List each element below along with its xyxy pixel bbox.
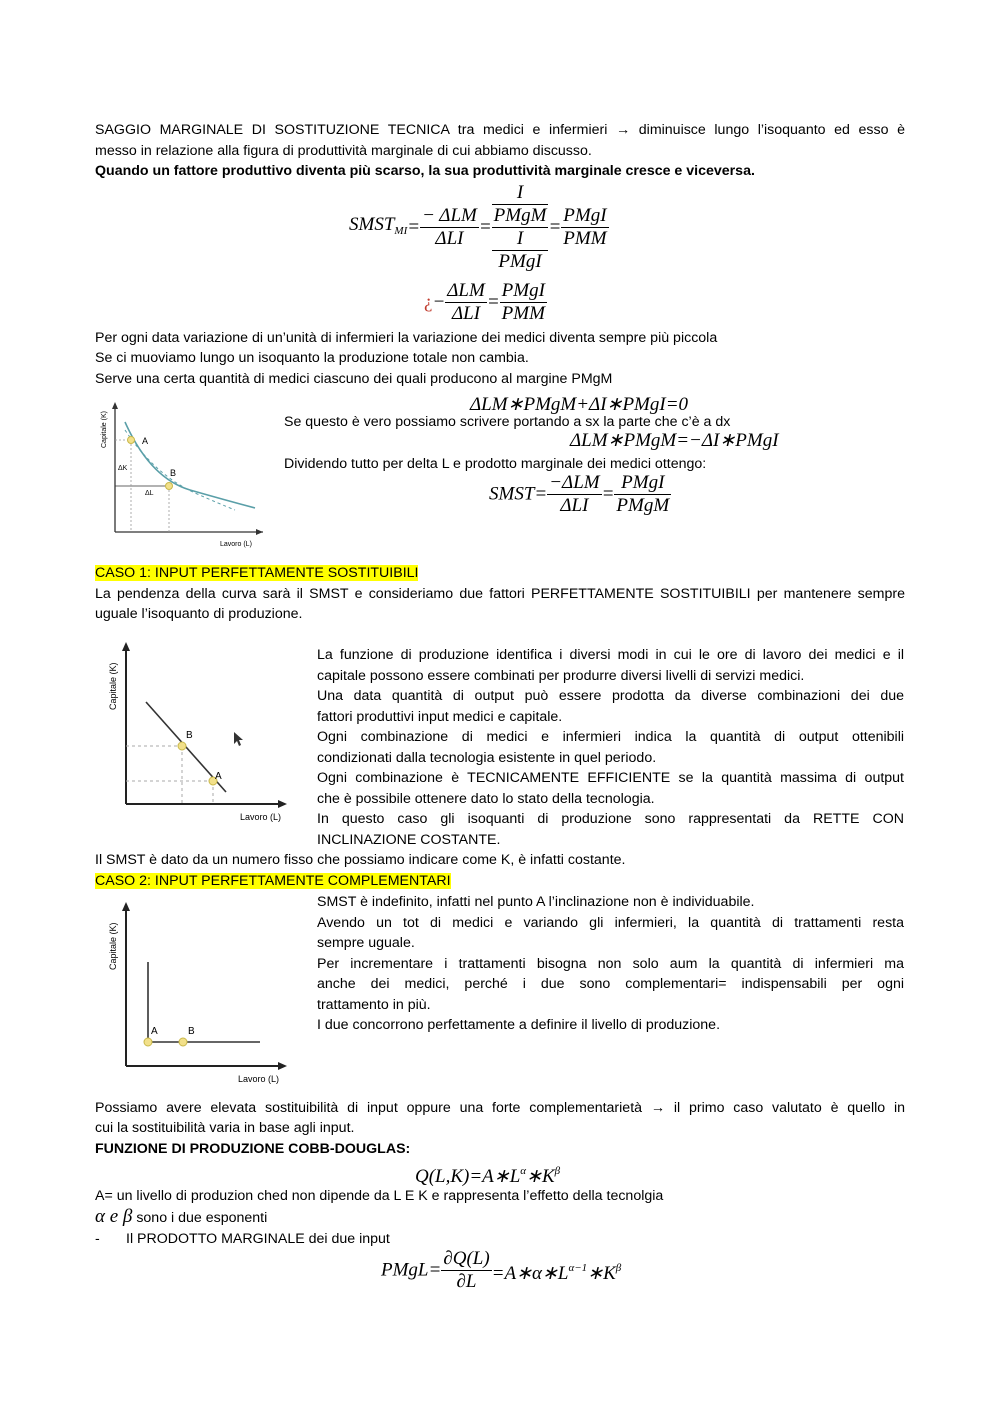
text-line: Per ogni data variazione di un’unità di infermieri la variazione dei medici diventa sempre più piccola — [95, 330, 718, 346]
isoquant-graph-complementary — [100, 900, 290, 1090]
bold-statement: Quando un fattore produttivo diventa più scarso, la sua produttività marginale cresce e viceversa. — [95, 163, 755, 179]
text-line: Ogni combinazione è TECNICAMENTE EFFICIENTE se la quantità massima di output — [317, 770, 904, 786]
text-line: fattori produttivi input medici e capitale. — [317, 708, 563, 725]
text-line: La pendenza della curva sarà il SMST e consideriamo due fattori PERFETTAMENTE SOSTITUIBILI per mantenere sempre — [95, 586, 905, 602]
formula-smst-2: ¿− $\frac{\text{ΔLM}}{\text{ΔLI}}$ = $\frac{\text{PMgI}}{\text{PMM}}$ — [424, 280, 545, 324]
caso-2-paragraph — [317, 892, 904, 1036]
text-line: Una data quantità di output può essere prodotta da diverse combinazioni dei due — [317, 688, 904, 704]
delta-k-label: ΔK — [118, 465, 128, 472]
text-line: Il PRODOTTO MARGINALE dei due input — [126, 1231, 390, 1247]
y-axis-label: Capitale (K) — [101, 411, 108, 448]
formula-marginal-product: PMgL= $\frac{\partial Q(L)}{\partial L}$ $=A∗\alpha∗L^{\alpha-1}∗K^\beta$ — [381, 1248, 622, 1292]
point-b-label: B — [186, 730, 193, 741]
text-line: SMST è indefinito, infatti nel punto A l’inclinazione non è individuabile. — [317, 894, 755, 910]
text-line: Ogni combinazione di medici e infermieri indica la quantità di output ottenibili — [317, 729, 904, 745]
y-axis-label: Capitale (K) — [108, 662, 118, 710]
point-a-label: A — [142, 436, 149, 446]
x-axis-label: Lavoro (L) — [238, 1074, 280, 1084]
x-axis-label: Lavoro (L) — [240, 812, 282, 822]
section-title-caso-2: CASO 2: INPUT PERFETTAMENTE COMPLEMENTARI — [95, 873, 451, 889]
cursor-icon — [234, 732, 243, 746]
text-line: A= un livello di produzion ched non dipende da L E K e rappresenta l’effetto della tecnolgia — [95, 1188, 664, 1204]
text-line: messo in relazione alla figura di produttività marginale di cui abbiamo discusso. — [95, 143, 592, 159]
point-a-label: A — [215, 771, 222, 782]
text-line: capitale possono essere combinati per produrre diversi livelli di servizi medici. — [317, 667, 805, 684]
x-axis-label: Lavoro (L) — [220, 541, 252, 548]
text-line: trattamento in più. — [317, 996, 431, 1013]
section-title-caso-1: CASO 1: INPUT PERFETTAMENTE SOSTITUIBILI — [95, 565, 419, 581]
delta-l-label: ΔL — [145, 490, 154, 497]
text-line: uguale l’isoquanto di produzione. — [95, 606, 303, 622]
text-line: In questo caso gli isoquanti di produzione sono rappresentati da RETTE CON — [317, 811, 904, 827]
text-line: Per incrementare i trattamenti bisogna non solo aum la quantità di infermieri ma — [317, 955, 904, 972]
formula-isoquant-balance: ΔLM∗PMgM+ΔI∗PMgI=0 — [470, 394, 689, 415]
caso-1-paragraph — [317, 645, 904, 850]
point-b-label: B — [170, 468, 177, 478]
text-line: anche dei medici, perché i due sono complementari= indispensabili per ogni — [317, 976, 904, 992]
formula-smst-1: $SMST_{MI}=$ $\frac{\text{− ΔLM}}{\text{ΔLI}}$ = I PMgM I PMgI = $\frac{\text{PMgI}}{\text{PMM}}$ — [349, 182, 607, 272]
text-line: Dividendo tutto per delta L e prodotto marginale dei medici ottengo: — [284, 456, 707, 472]
text-line: Serve una certa quantità di medici ciascuno dei quali producono al margine PMgM — [95, 371, 613, 387]
text-line: α e β sono i due esponenti — [95, 1206, 268, 1227]
text-line: INCLINAZIONE COSTANTE. — [317, 831, 501, 848]
formula-rearranged: ΔLM∗PMgM=−ΔI∗PMgI — [570, 430, 779, 451]
text-line: cui la sostituibilità varia in base agli input. — [95, 1120, 355, 1136]
text-line: I due concorrono perfettamente a definire il livello di produzione. — [317, 1017, 721, 1033]
point-a-label: A — [151, 1026, 158, 1037]
formula-cobb-douglas: $Q(L,K)=A∗L^\alpha∗K^\beta$ — [415, 1165, 561, 1187]
text-line: Avendo un tot di medici e variando gli infermieri, la quantità di trattamenti resta — [317, 914, 904, 931]
point-b-label: B — [188, 1026, 195, 1037]
text-line: condizionati dalla tecnologia esistente in quel periodo. — [317, 749, 657, 766]
isoquant-graph-linear — [100, 640, 290, 830]
isoquant-graph-convex — [95, 400, 265, 552]
text-line: La funzione di produzione identifica i diversi modi in cui le ore di lavoro dei medici e il — [317, 647, 904, 663]
text-line: che è possibile ottenere dato lo stato della tecnologia. — [317, 790, 655, 807]
formula-smst-3: SMST= $\frac{\text{−ΔLM}}{\text{ΔLI}}$ = $\frac{\text{PMgI}}{\text{PMgM}}$ — [489, 472, 670, 516]
section-title-cobb-douglas: FUNZIONE DI PRODUZIONE COBB-DOUGLAS: — [95, 1141, 411, 1157]
text-line: Se ci muoviamo lungo un isoquanto la produzione totale non cambia. — [95, 350, 529, 366]
bullet-dash: - — [95, 1231, 100, 1247]
text-line: SAGGIO MARGINALE DI SOSTITUZIONE TECNICA tra medici e infermieri → diminuisce lungo l’isoquanto ed esso è — [95, 122, 905, 138]
text-line: Possiamo avere elevata sostituibilità di input oppure una forte complementarietà → il primo caso valutato è quello in — [95, 1100, 905, 1116]
text-line: Il SMST è dato da un numero fisso che possiamo indicare come K, è infatti costante. — [95, 852, 626, 868]
y-axis-label: Capitale (K) — [108, 922, 118, 970]
text-line: sempre uguale. — [317, 935, 415, 951]
text-line: Se questo è vero possiamo scrivere portando a sx la parte che c’è a dx — [284, 414, 731, 430]
